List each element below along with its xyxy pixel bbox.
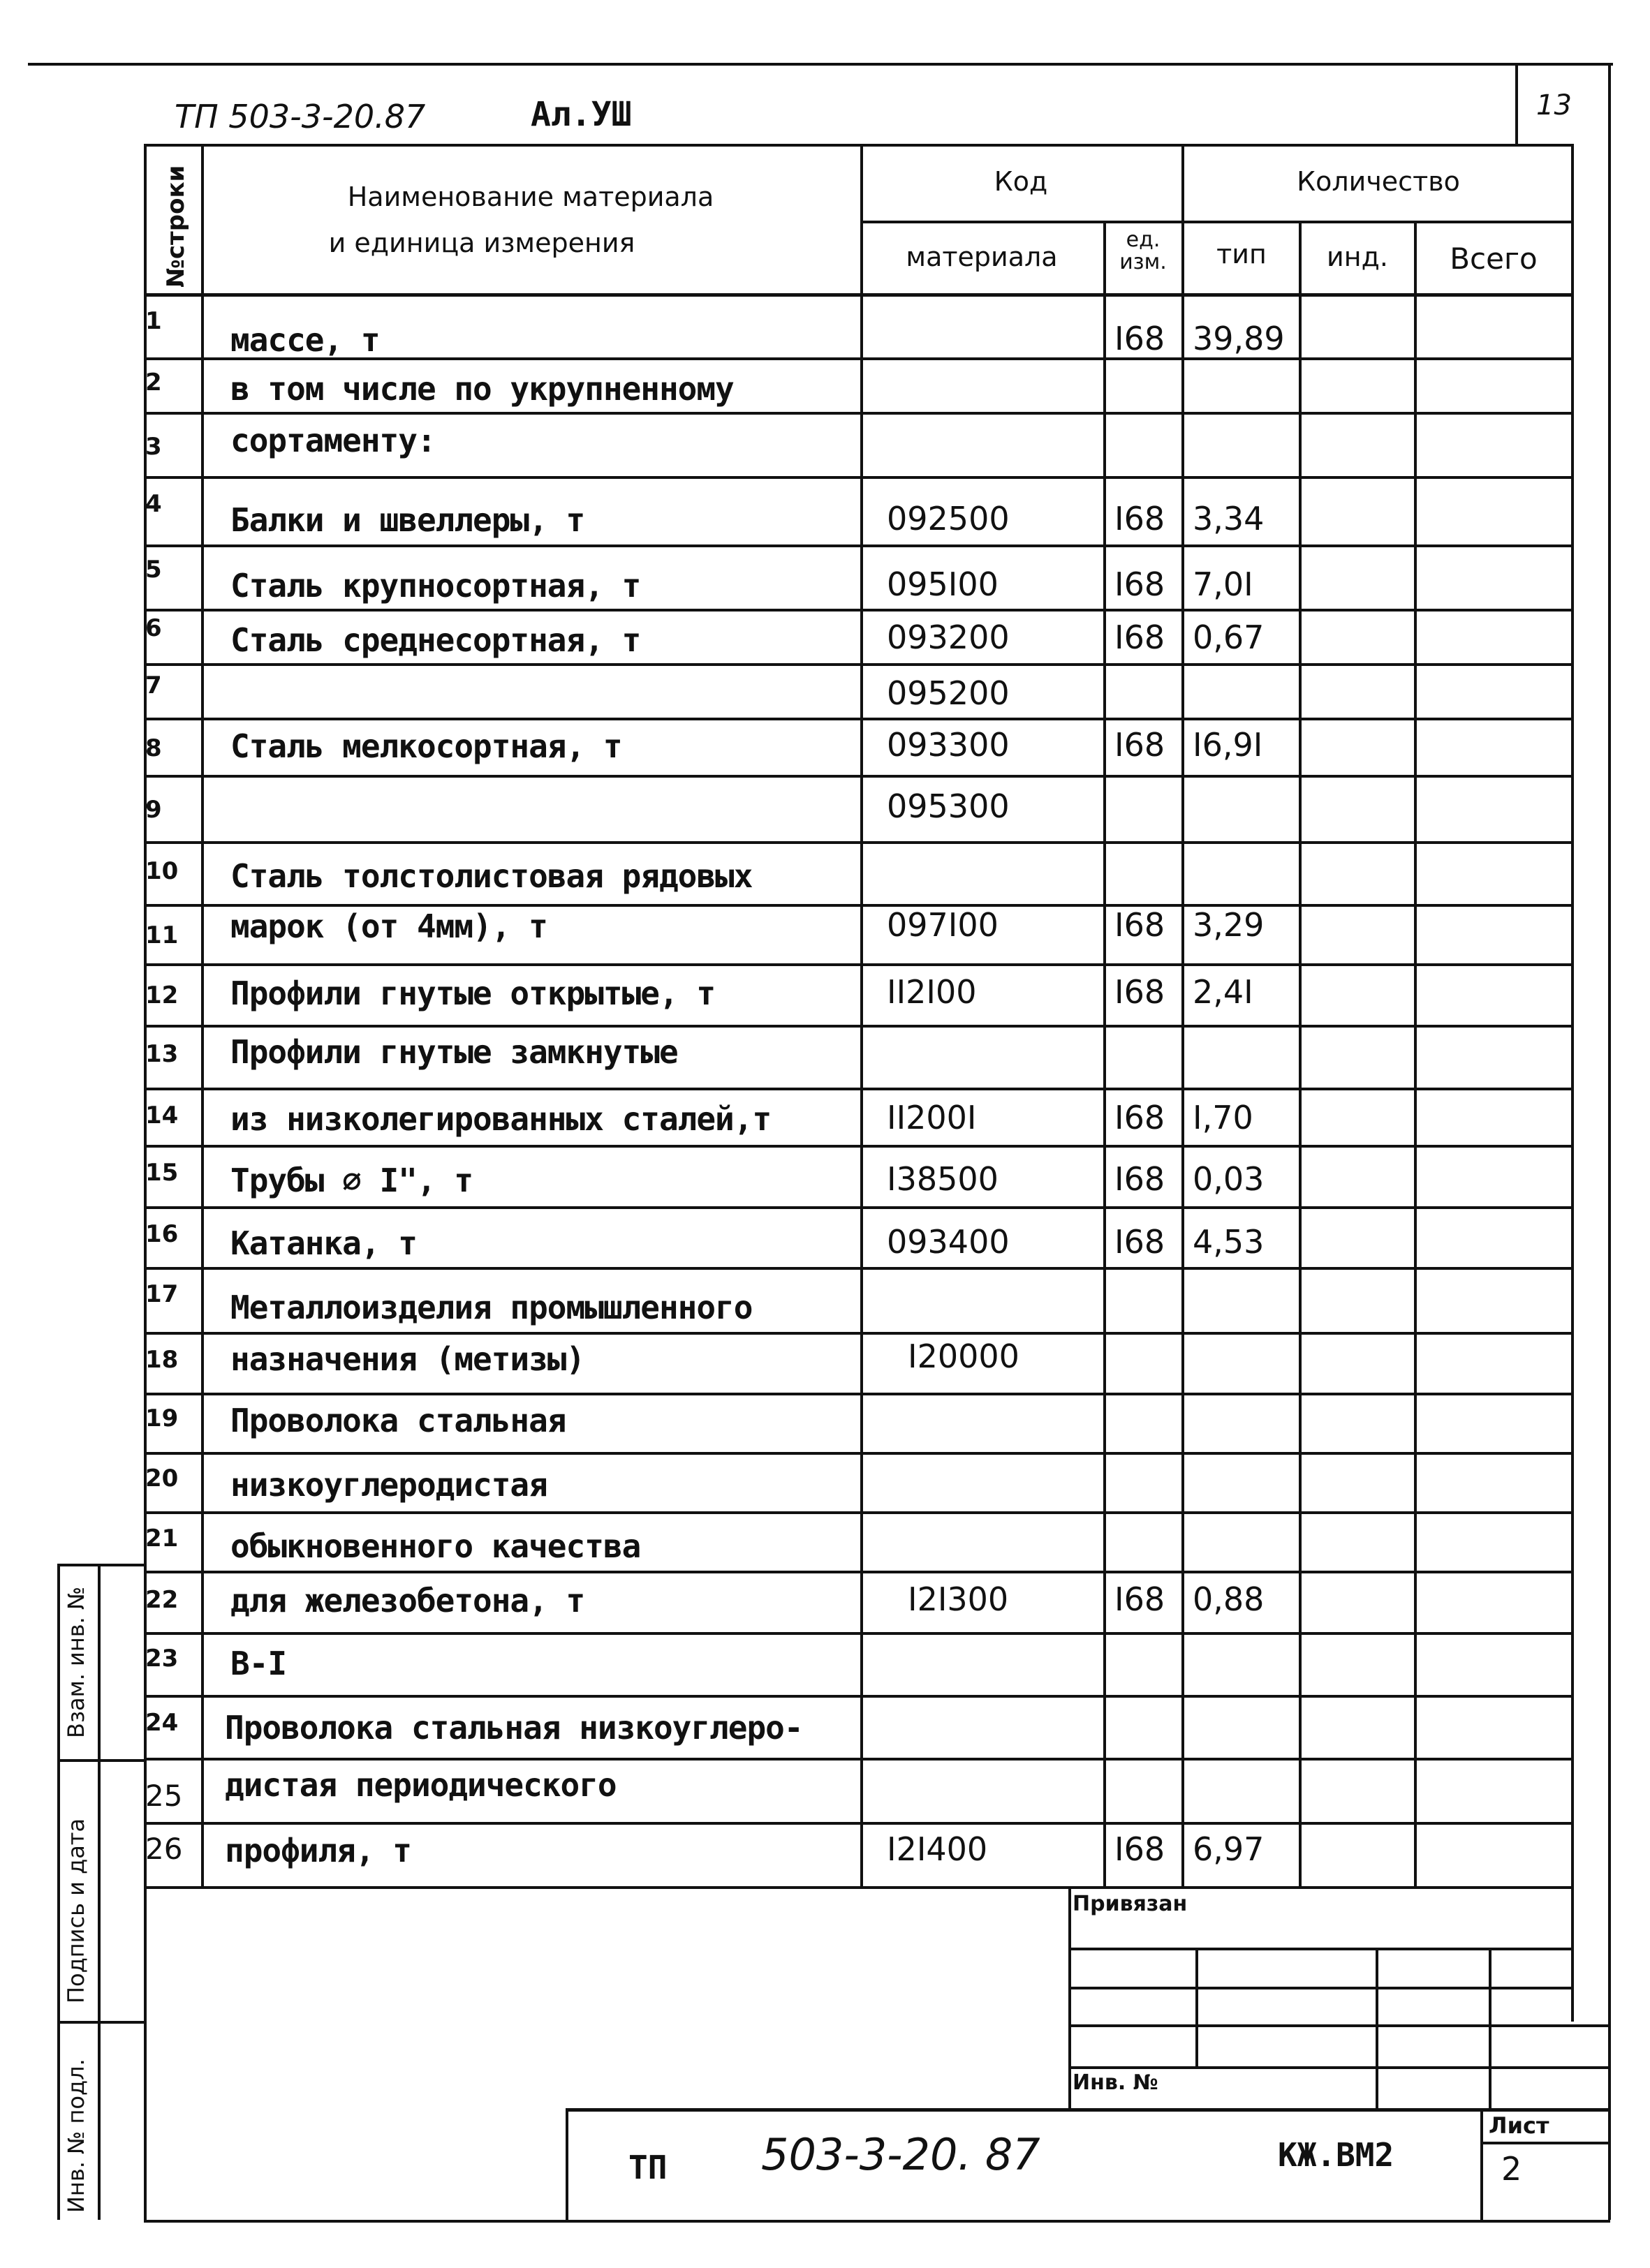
row-number: 5 — [145, 556, 162, 584]
row-number: 25 — [145, 1779, 183, 1813]
stamp-sheet-code: КЖ.ВМ2 — [1278, 2136, 1394, 2174]
col-divider — [1181, 144, 1184, 1886]
row-name: низкоуглеродистая — [230, 1466, 547, 1504]
stamp-line — [1068, 1987, 1571, 1989]
row-name: для железобетона, т — [230, 1582, 585, 1620]
row-number: 22 — [145, 1586, 179, 1614]
row-unit: I68 — [1114, 1099, 1165, 1136]
row-name: Сталь мелкосортная, т — [230, 727, 622, 765]
bound-label: Привязан — [1073, 1892, 1188, 1916]
row-number: 15 — [145, 1159, 179, 1187]
row-qty: 0,88 — [1193, 1580, 1265, 1618]
row-number: 23 — [145, 1645, 179, 1673]
side-stamp-top — [57, 1564, 144, 1566]
row-name: Металлоизделия промышленного — [230, 1289, 753, 1326]
inv-label: Инв. № — [1073, 2070, 1158, 2095]
col-divider — [860, 144, 863, 1886]
row-code: I38500 — [887, 1160, 999, 1198]
row-number: 14 — [145, 1102, 179, 1129]
title-strip-top — [566, 2108, 1609, 2112]
row-line — [144, 1632, 1574, 1635]
row-number: 13 — [145, 1040, 179, 1068]
bottom-frame — [144, 2220, 1610, 2223]
col-name-header-2: и единица измерения — [328, 228, 635, 258]
row-name: дистая периодического — [225, 1766, 617, 1804]
stamp-line — [1068, 2024, 1609, 2027]
row-line — [144, 718, 1574, 720]
row-number: 8 — [145, 734, 162, 762]
stamp-line — [1068, 1948, 1574, 1950]
row-line — [144, 1145, 1574, 1148]
row-qty: 0,03 — [1193, 1160, 1265, 1198]
col-qty-total-header: Всего — [1450, 242, 1538, 276]
row-line — [144, 775, 1574, 778]
row-unit: I68 — [1114, 1223, 1165, 1261]
col-divider — [1299, 221, 1302, 1886]
row-code: 093300 — [887, 726, 1010, 764]
row-unit: I68 — [1114, 906, 1165, 944]
row-name: назначения (метизы) — [230, 1340, 585, 1378]
row-name: Сталь среднесортная, т — [230, 621, 641, 659]
stamp-col — [1195, 1948, 1198, 2066]
page-mark-divider — [1515, 63, 1518, 144]
doc-code: ТП 503-3-20.87 — [175, 98, 426, 135]
row-number: 21 — [145, 1525, 179, 1552]
row-line — [144, 1393, 1574, 1395]
row-line — [144, 1886, 1574, 1889]
col-qty-header: Количество — [1297, 166, 1460, 197]
row-line — [144, 1822, 1574, 1825]
row-unit: I68 — [1114, 726, 1165, 764]
row-code: 093200 — [887, 618, 1010, 656]
side-stamp-line — [57, 2021, 144, 2024]
col-row-no-header: №строки — [162, 165, 190, 288]
row-qty: 2,4I — [1193, 973, 1253, 1011]
row-unit: I68 — [1114, 1160, 1165, 1198]
row-code: 093400 — [887, 1223, 1010, 1261]
side-stamp-divider — [98, 1564, 101, 2220]
side-stamp-line — [57, 1759, 144, 1762]
side-stamp-left — [57, 1564, 60, 2220]
row-unit: I68 — [1114, 618, 1165, 656]
col-code-material-header: материала — [906, 242, 1058, 272]
header-bottom — [144, 293, 1574, 297]
row-unit: I68 — [1114, 973, 1165, 1011]
title-strip-left — [566, 2108, 568, 2220]
right-frame — [1608, 63, 1611, 2220]
row-number: 6 — [145, 614, 162, 642]
row-number: 3 — [145, 433, 162, 461]
row-line — [144, 476, 1574, 479]
row-qty: I,70 — [1193, 1099, 1253, 1136]
row-number: 9 — [145, 796, 162, 824]
row-name: Катанка, т — [230, 1224, 417, 1262]
row-number: 10 — [145, 857, 179, 885]
row-line — [144, 1206, 1574, 1209]
row-line — [144, 663, 1574, 666]
row-number: 2 — [145, 369, 162, 396]
header-mid — [860, 221, 1572, 223]
row-line — [144, 609, 1574, 612]
header-top — [144, 144, 1574, 147]
row-number: 24 — [145, 1709, 179, 1737]
row-qty: 39,89 — [1193, 320, 1285, 357]
row-code: II200I — [887, 1099, 977, 1136]
row-number: 7 — [145, 672, 162, 699]
col-qty-type-header: тип — [1216, 239, 1267, 269]
row-qty: 7,0I — [1193, 565, 1253, 603]
row-name: Сталь толстолистовая рядовых — [230, 857, 753, 895]
row-line — [144, 1025, 1574, 1028]
album-label: Ал.УШ — [531, 95, 632, 134]
row-code: I20000 — [908, 1337, 1019, 1375]
row-qty: 3,34 — [1193, 500, 1265, 538]
row-code: 095300 — [887, 787, 1010, 825]
stamp-project-no: 503-3-20. 87 — [761, 2129, 1040, 2180]
row-number: 12 — [145, 981, 179, 1009]
row-line — [144, 904, 1574, 907]
row-unit: I68 — [1114, 1830, 1165, 1868]
row-number: 18 — [145, 1346, 179, 1374]
row-number: 26 — [145, 1832, 183, 1866]
row-line — [144, 1571, 1574, 1573]
col-qty-ind-header: инд. — [1327, 242, 1388, 272]
row-number: 11 — [145, 921, 179, 949]
col-code-unit-header: ед. изм. — [1119, 228, 1167, 274]
row-unit: I68 — [1114, 320, 1165, 357]
row-number: 19 — [145, 1404, 179, 1432]
row-number: 4 — [145, 490, 162, 518]
row-name: Сталь крупносортная, т — [230, 567, 641, 605]
top-rule — [28, 63, 1613, 66]
col-name-header-1: Наименование материала — [347, 181, 714, 212]
sheet-label: Лист — [1489, 2112, 1549, 2139]
row-code: 095200 — [887, 674, 1010, 712]
row-name: обыкновенного качества — [230, 1527, 641, 1565]
col-divider — [1414, 221, 1417, 1886]
row-name: марок (от 4мм), т — [230, 907, 547, 945]
row-name: Профили гнутые открытые, т — [230, 974, 716, 1012]
table-right-border — [1571, 144, 1574, 2022]
row-code: 095I00 — [887, 565, 999, 603]
row-number: 1 — [145, 307, 162, 335]
row-line — [144, 963, 1574, 966]
row-line — [144, 1267, 1574, 1270]
row-name: массе, т — [230, 321, 380, 359]
row-qty: 3,29 — [1193, 906, 1265, 944]
row-name: Профили гнутые замкнутые — [230, 1033, 678, 1071]
row-qty: 0,67 — [1193, 618, 1265, 656]
stamp-series: ТП — [628, 2149, 668, 2186]
col-divider — [201, 144, 204, 1886]
stamp-col — [1376, 1948, 1378, 2108]
row-qty: 6,97 — [1193, 1830, 1265, 1868]
row-code: I2I400 — [887, 1830, 988, 1868]
col-divider — [1103, 221, 1106, 1886]
row-code: I2I300 — [908, 1580, 1009, 1618]
page-mark: 13 — [1536, 89, 1572, 121]
sheet-box-mid — [1480, 2142, 1609, 2144]
row-name: Проволока стальная низкоуглеро- — [225, 1709, 803, 1747]
row-line — [144, 1332, 1574, 1335]
stamp-col — [1489, 1948, 1491, 2108]
row-line — [144, 1511, 1574, 1514]
row-line — [144, 1758, 1574, 1761]
row-name: сортаменту: — [230, 422, 436, 459]
row-number: 20 — [145, 1465, 179, 1492]
row-line — [144, 412, 1574, 415]
row-name: профиля, т — [225, 1832, 411, 1869]
side-vzam: Взам. инв. № — [63, 1586, 89, 1738]
row-name: Проволока стальная — [230, 1402, 566, 1439]
row-number: 17 — [145, 1280, 179, 1308]
row-name: Балки и швеллеры, т — [230, 501, 585, 539]
side-sign-date: Подпись и дата — [63, 1818, 89, 2003]
side-inv-podl: Инв. № подл. — [63, 2059, 89, 2213]
row-name: В-I — [230, 1645, 287, 1682]
row-qty: 4,53 — [1193, 1223, 1265, 1261]
sheet-number: 2 — [1501, 2150, 1522, 2188]
stamp-left — [1068, 1886, 1071, 2108]
row-code: 097I00 — [887, 906, 999, 944]
row-code: 092500 — [887, 500, 1010, 538]
row-unit: I68 — [1114, 1580, 1165, 1618]
row-line — [144, 1695, 1574, 1698]
row-line — [144, 1452, 1574, 1455]
row-name: в том числе по укрупненному — [230, 370, 734, 408]
row-line — [144, 544, 1574, 547]
row-number: 16 — [145, 1220, 179, 1248]
row-line — [144, 841, 1574, 844]
row-line — [144, 1088, 1574, 1090]
stamp-line — [1068, 2066, 1609, 2069]
row-qty: I6,9I — [1193, 726, 1263, 764]
row-name: из низколегированных сталей,т — [230, 1100, 772, 1138]
row-unit: I68 — [1114, 565, 1165, 603]
col-code-header: Код — [994, 166, 1048, 197]
row-name: Трубы ∅ I", т — [230, 1162, 473, 1199]
sheet-box-left — [1480, 2108, 1483, 2220]
row-unit: I68 — [1114, 500, 1165, 538]
row-code: II2I00 — [887, 973, 977, 1011]
